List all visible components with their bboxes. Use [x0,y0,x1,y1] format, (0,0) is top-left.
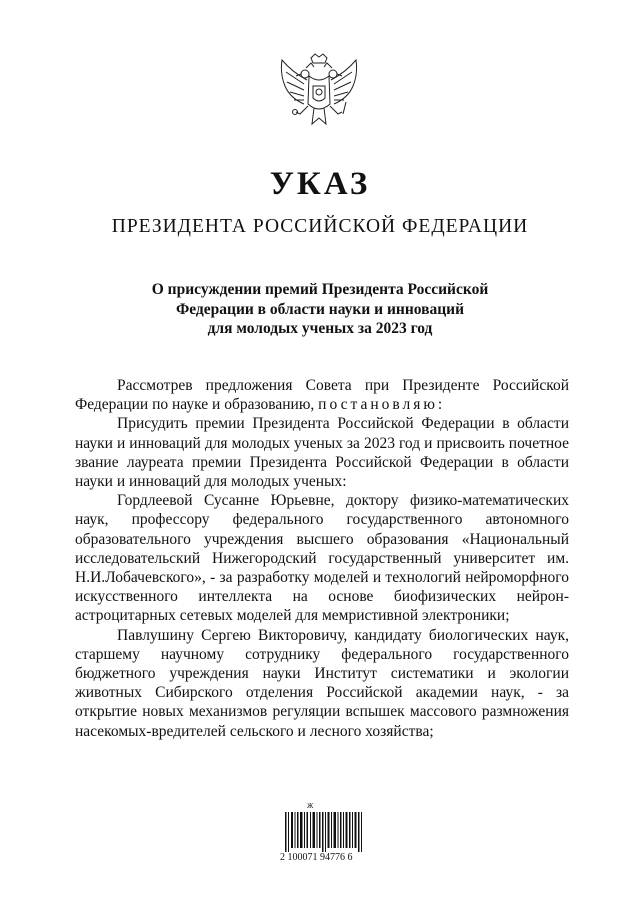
paragraph-laureate-2: Павлушину Сергею Викторовичу, кандидату биологических наук, старшему научному сотруднику федерального государственного бюджетного учреждения науки Институт систематики и экологии животных Сибирского отделения Российской академии наук, - за открытие новых механизмов регуляции вспышек массового размножения насекомых-вредителей сельского и лесного хозяйства; [75,626,569,740]
paragraph-laureate-1: Гордлеевой Сусанне Юрьевне, доктору физико-математических наук, профессору федерального государственного автономного образовательного учреждения высшего образования «Национальный исследовательский Нижегородский государственный университет им. Н.И.Лобачевского», - за разработку моделей и технологий нейроморфного искусственного интеллекта на основе биофизических нейрон-астроцитарных сетевых моделей для мемристивной электроники; [75,492,569,625]
decree-body [75,376,569,741]
state-emblem-icon [276,52,362,142]
decree-heading-line: О присуждении премий Президента Российской [151,281,489,298]
paragraph-preamble [75,376,569,414]
decree-heading-line: Федерации в области науки и инноваций [175,300,465,318]
decree-heading-line: для молодых ученых за 2023 год [207,320,433,337]
decree-word: постановляю: [318,396,446,414]
decree-heading [120,280,520,339]
page-subtitle: ПРЕЗИДЕНТА РОССИЙСКОЙ ФЕДЕРАЦИИ [111,216,529,237]
page-title: УКАЗ [269,166,371,202]
barcode-number: 2 100071 94776 6 [280,852,353,863]
paragraph-award: Присудить премии Президента Российской Федерации в области науки и инноваций для молодых ученых за 2023 год и присвоить почетное звание лауреата премии Президента Российской Федерации в области науки и инноваций для молодых ученых: [75,415,569,491]
barcode-mark: Ж [307,802,314,810]
preamble-text: Рассмотрев предложения Совета при Президенте Российской Федерации по науке и образованию, [75,377,569,414]
barcode-icon [285,812,363,852]
